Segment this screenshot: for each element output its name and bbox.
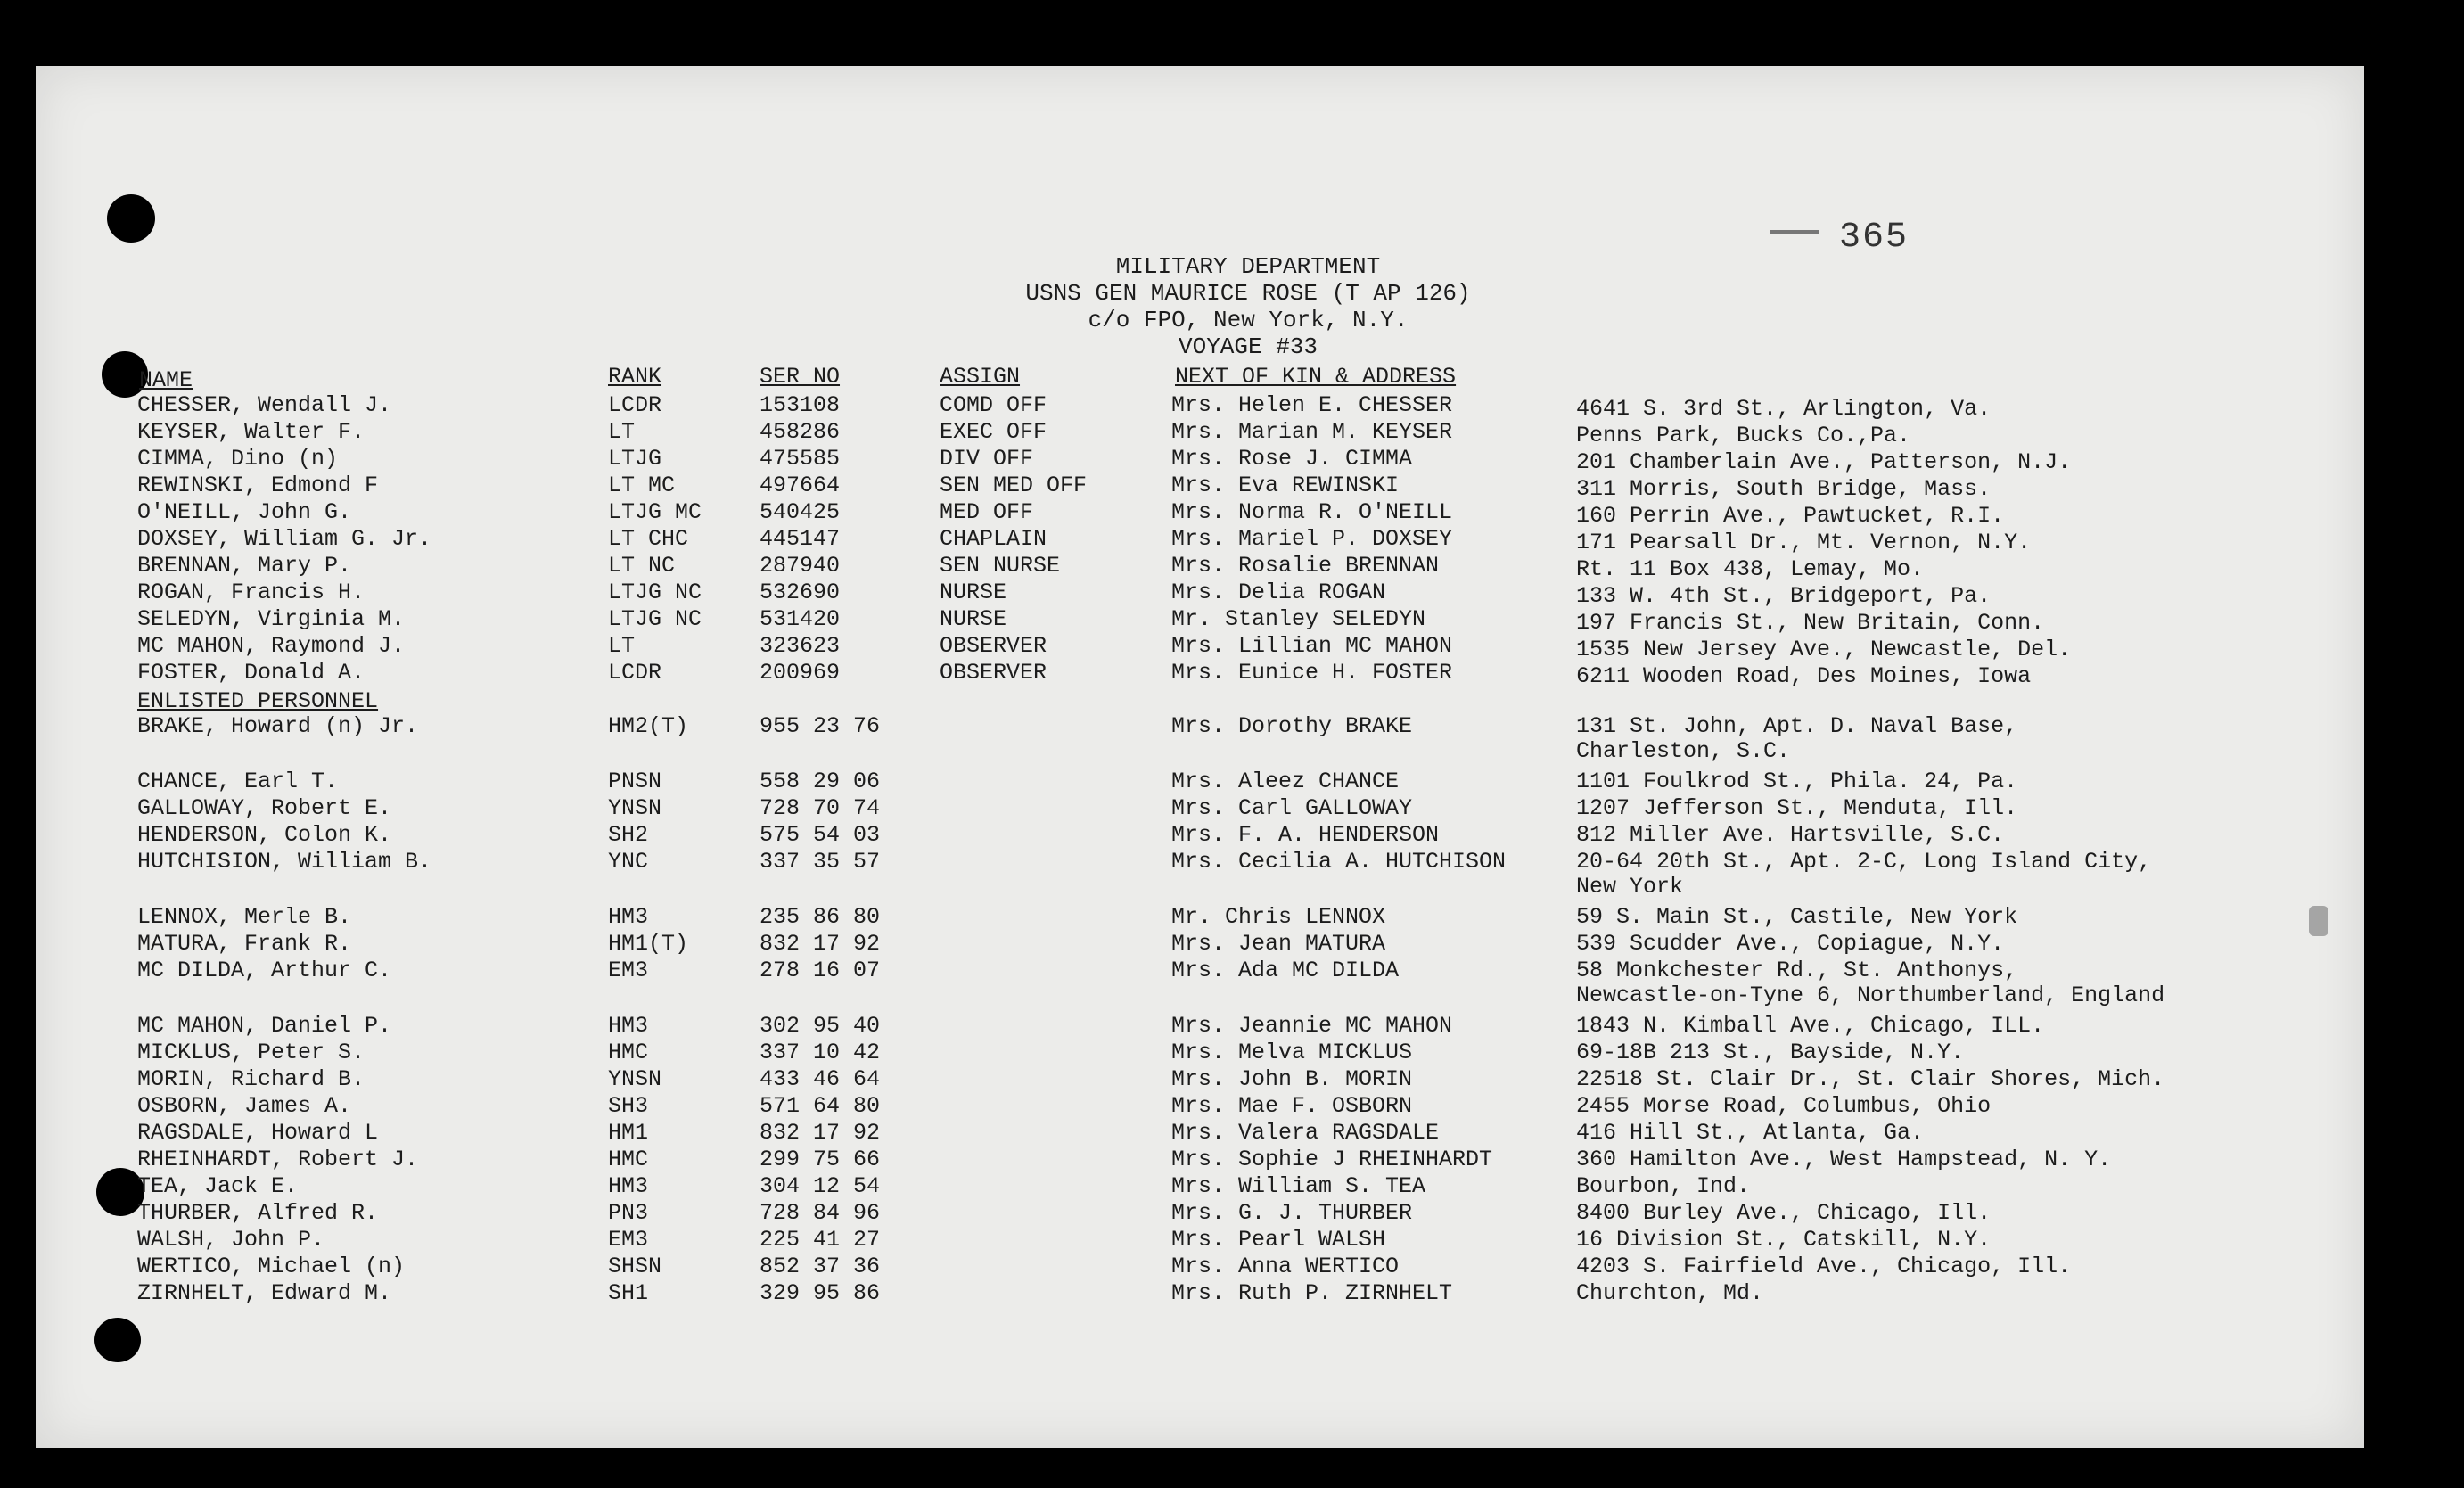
staple-mark bbox=[2309, 906, 2328, 936]
header-line-3: c/o FPO, New York, N.Y. bbox=[1088, 307, 1409, 333]
enlisted-rank: SH2 bbox=[608, 822, 649, 848]
enlisted-address: 58 Monkchester Rd., St. Anthonys, bbox=[1576, 958, 2018, 983]
enlisted-rank: HM1(T) bbox=[608, 931, 689, 957]
enlisted-name: ZIRNHELT, Edward M. bbox=[137, 1280, 392, 1306]
enlisted-rank: EM3 bbox=[608, 958, 649, 983]
enlisted-personnel-heading: ENLISTED PERSONNEL bbox=[137, 688, 379, 714]
page-number: 365 bbox=[1839, 218, 1910, 258]
enlisted-name: LENNOX, Merle B. bbox=[137, 904, 352, 930]
officer-next-of-kin: Mrs. Rosalie BRENNAN bbox=[1171, 553, 1440, 579]
officer-address: 6211 Wooden Road, Des Moines, Iowa bbox=[1576, 663, 2032, 689]
enlisted-ser-no: 852 37 36 bbox=[760, 1254, 881, 1279]
officer-next-of-kin: Mrs. Mariel P. DOXSEY bbox=[1171, 526, 1453, 552]
officer-assign: NURSE bbox=[940, 580, 1007, 605]
enlisted-address: 812 Miller Ave. Hartsville, S.C. bbox=[1576, 822, 2005, 848]
enlisted-name: RAGSDALE, Howard L bbox=[137, 1120, 379, 1146]
officer-assign: OBSERVER bbox=[940, 660, 1047, 686]
officer-next-of-kin: Mrs. Norma R. O'NEILL bbox=[1171, 499, 1453, 525]
officer-ser-no: 497664 bbox=[760, 473, 841, 498]
enlisted-ser-no: 329 95 86 bbox=[760, 1280, 881, 1306]
officer-rank: LTJG NC bbox=[608, 580, 702, 605]
enlisted-rank: EM3 bbox=[608, 1227, 649, 1253]
enlisted-next-of-kin: Mrs. F. A. HENDERSON bbox=[1171, 822, 1440, 848]
enlisted-ser-no: 728 70 74 bbox=[760, 795, 881, 821]
enlisted-name: BRAKE, Howard (n) Jr. bbox=[137, 713, 419, 739]
enlisted-address: Churchton, Md. bbox=[1576, 1280, 1764, 1306]
enlisted-rank: YNSN bbox=[608, 1066, 662, 1092]
punch-hole bbox=[94, 1318, 141, 1362]
officer-ser-no: 153108 bbox=[760, 392, 841, 418]
enlisted-rank: SH1 bbox=[608, 1280, 649, 1306]
enlisted-address-line-2: Newcastle-on-Tyne 6, Northumberland, England bbox=[1576, 982, 2165, 1008]
officer-name: SELEDYN, Virginia M. bbox=[137, 606, 406, 632]
enlisted-ser-no: 225 41 27 bbox=[760, 1227, 881, 1253]
enlisted-ser-no: 337 35 57 bbox=[760, 849, 881, 875]
enlisted-next-of-kin: Mrs. Valera RAGSDALE bbox=[1171, 1120, 1440, 1146]
enlisted-next-of-kin: Mr. Chris LENNOX bbox=[1171, 904, 1386, 930]
officer-assign: DIV OFF bbox=[940, 446, 1034, 472]
enlisted-ser-no: 728 84 96 bbox=[760, 1200, 881, 1226]
enlisted-next-of-kin: Mrs. Pearl WALSH bbox=[1171, 1227, 1386, 1253]
officer-assign: OBSERVER bbox=[940, 633, 1047, 659]
enlisted-rank: PN3 bbox=[608, 1200, 649, 1226]
officer-address: 311 Morris, South Bridge, Mass. bbox=[1576, 476, 1992, 502]
enlisted-ser-no: 955 23 76 bbox=[760, 713, 881, 739]
punch-hole bbox=[107, 194, 155, 243]
officer-next-of-kin: Mrs. Delia ROGAN bbox=[1171, 580, 1386, 605]
enlisted-name: RHEINHARDT, Robert J. bbox=[137, 1147, 419, 1172]
enlisted-name: WERTICO, Michael (n) bbox=[137, 1254, 406, 1279]
officer-assign: EXEC OFF bbox=[940, 419, 1047, 445]
officer-name: O'NEILL, John G. bbox=[137, 499, 352, 525]
officer-next-of-kin: Mr. Stanley SELEDYN bbox=[1171, 606, 1426, 632]
enlisted-rank: HM3 bbox=[608, 1173, 649, 1199]
officer-name: FOSTER, Donald A. bbox=[137, 660, 365, 686]
column-header-next-of-kin: NEXT OF KIN & ADDRESS bbox=[1175, 364, 1457, 390]
enlisted-rank: HMC bbox=[608, 1147, 649, 1172]
officer-address: 171 Pearsall Dr., Mt. Vernon, N.Y. bbox=[1576, 530, 2032, 555]
enlisted-next-of-kin: Mrs. Jeannie MC MAHON bbox=[1171, 1013, 1453, 1039]
officer-assign: COMD OFF bbox=[940, 392, 1047, 418]
officer-ser-no: 475585 bbox=[760, 446, 841, 472]
enlisted-address: 1207 Jefferson St., Menduta, Ill. bbox=[1576, 795, 2018, 821]
officer-rank: LCDR bbox=[608, 660, 662, 686]
officer-ser-no: 458286 bbox=[760, 419, 841, 445]
officer-address: 160 Perrin Ave., Pawtucket, R.I. bbox=[1576, 503, 2005, 529]
enlisted-next-of-kin: Mrs. Cecilia A. HUTCHISON bbox=[1171, 849, 1507, 875]
enlisted-next-of-kin: Mrs. Ruth P. ZIRNHELT bbox=[1171, 1280, 1453, 1306]
enlisted-address: 69-18B 213 St., Bayside, N.Y. bbox=[1576, 1040, 1965, 1065]
enlisted-next-of-kin: Mrs. Melva MICKLUS bbox=[1171, 1040, 1413, 1065]
enlisted-next-of-kin: Mrs. Mae F. OSBORN bbox=[1171, 1093, 1413, 1119]
officer-assign: NURSE bbox=[940, 606, 1007, 632]
officer-name: ROGAN, Francis H. bbox=[137, 580, 365, 605]
column-header-name: NAME bbox=[139, 367, 193, 393]
enlisted-address: 416 Hill St., Atlanta, Ga. bbox=[1576, 1120, 1925, 1146]
enlisted-address: 22518 St. Clair Dr., St. Clair Shores, Mich. bbox=[1576, 1066, 2165, 1092]
enlisted-address: 16 Division St., Catskill, N.Y. bbox=[1576, 1227, 1992, 1253]
enlisted-address-line-2: Charleston, S.C. bbox=[1576, 738, 1791, 764]
officer-rank: LT NC bbox=[608, 553, 676, 579]
officer-name: CHESSER, Wendall J. bbox=[137, 392, 392, 418]
officer-ser-no: 540425 bbox=[760, 499, 841, 525]
enlisted-name: HUTCHISION, William B. bbox=[137, 849, 432, 875]
enlisted-ser-no: 235 86 80 bbox=[760, 904, 881, 930]
enlisted-name: GALLOWAY, Robert E. bbox=[137, 795, 392, 821]
officer-next-of-kin: Mrs. Eva REWINSKI bbox=[1171, 473, 1400, 498]
enlisted-name: WALSH, John P. bbox=[137, 1227, 325, 1253]
enlisted-ser-no: 304 12 54 bbox=[760, 1173, 881, 1199]
enlisted-ser-no: 832 17 92 bbox=[760, 1120, 881, 1146]
officer-address: 201 Chamberlain Ave., Patterson, N.J. bbox=[1576, 449, 2072, 475]
enlisted-ser-no: 575 54 03 bbox=[760, 822, 881, 848]
enlisted-next-of-kin: Mrs. Dorothy BRAKE bbox=[1171, 713, 1413, 739]
enlisted-name: THURBER, Alfred R. bbox=[137, 1200, 379, 1226]
header-line-4: VOYAGE #33 bbox=[1178, 333, 1318, 360]
enlisted-rank: HM3 bbox=[608, 904, 649, 930]
officer-next-of-kin: Mrs. Eunice H. FOSTER bbox=[1171, 660, 1453, 686]
officer-ser-no: 445147 bbox=[760, 526, 841, 552]
officer-name: KEYSER, Walter F. bbox=[137, 419, 365, 445]
officer-ser-no: 200969 bbox=[760, 660, 841, 686]
enlisted-address-line-2: New York bbox=[1576, 874, 1684, 900]
enlisted-rank: YNSN bbox=[608, 795, 662, 821]
enlisted-name: MC DILDA, Arthur C. bbox=[137, 958, 392, 983]
enlisted-name: MC MAHON, Daniel P. bbox=[137, 1013, 392, 1039]
column-header-ser-no: SER NO bbox=[760, 364, 841, 390]
officer-address: 4641 S. 3rd St., Arlington, Va. bbox=[1576, 396, 1992, 422]
officer-rank: LT bbox=[608, 633, 636, 659]
page-number-dash bbox=[1770, 230, 1819, 234]
officer-rank: LT MC bbox=[608, 473, 676, 498]
enlisted-next-of-kin: Mrs. Jean MATURA bbox=[1171, 931, 1386, 957]
enlisted-name: TEA, Jack E. bbox=[137, 1173, 299, 1199]
officer-address: 133 W. 4th St., Bridgeport, Pa. bbox=[1576, 583, 1992, 609]
enlisted-next-of-kin: Mrs. Sophie J RHEINHARDT bbox=[1171, 1147, 1493, 1172]
officer-rank: LTJG MC bbox=[608, 499, 702, 525]
officer-next-of-kin: Mrs. Lillian MC MAHON bbox=[1171, 633, 1453, 659]
enlisted-ser-no: 278 16 07 bbox=[760, 958, 881, 983]
enlisted-name: MORIN, Richard B. bbox=[137, 1066, 365, 1092]
enlisted-ser-no: 337 10 42 bbox=[760, 1040, 881, 1065]
enlisted-name: MICKLUS, Peter S. bbox=[137, 1040, 365, 1065]
enlisted-address: 1843 N. Kimball Ave., Chicago, ILL. bbox=[1576, 1013, 2045, 1039]
officer-assign: SEN NURSE bbox=[940, 553, 1061, 579]
enlisted-address: 131 St. John, Apt. D. Naval Base, bbox=[1576, 713, 2018, 739]
enlisted-ser-no: 832 17 92 bbox=[760, 931, 881, 957]
enlisted-next-of-kin: Mrs. Anna WERTICO bbox=[1171, 1254, 1400, 1279]
officer-rank: LTJG NC bbox=[608, 606, 702, 632]
enlisted-rank: PNSN bbox=[608, 769, 662, 794]
enlisted-address: 20-64 20th St., Apt. 2-C, Long Island City, bbox=[1576, 849, 2152, 875]
enlisted-rank: HM1 bbox=[608, 1120, 649, 1146]
enlisted-next-of-kin: Mrs. G. J. THURBER bbox=[1171, 1200, 1413, 1226]
officer-address: Rt. 11 Box 438, Lemay, Mo. bbox=[1576, 556, 1925, 582]
officer-ser-no: 323623 bbox=[760, 633, 841, 659]
enlisted-name: MATURA, Frank R. bbox=[137, 931, 352, 957]
enlisted-address: 360 Hamilton Ave., West Hampstead, N. Y. bbox=[1576, 1147, 2112, 1172]
enlisted-next-of-kin: Mrs. Carl GALLOWAY bbox=[1171, 795, 1413, 821]
enlisted-name: HENDERSON, Colon K. bbox=[137, 822, 392, 848]
enlisted-address: 539 Scudder Ave., Copiague, N.Y. bbox=[1576, 931, 2005, 957]
enlisted-ser-no: 433 46 64 bbox=[760, 1066, 881, 1092]
enlisted-ser-no: 558 29 06 bbox=[760, 769, 881, 794]
enlisted-ser-no: 302 95 40 bbox=[760, 1013, 881, 1039]
officer-assign: MED OFF bbox=[940, 499, 1034, 525]
officer-address: Penns Park, Bucks Co.,Pa. bbox=[1576, 423, 1911, 448]
enlisted-name: OSBORN, James A. bbox=[137, 1093, 352, 1119]
column-header-rank: RANK bbox=[608, 364, 662, 390]
enlisted-rank: HM3 bbox=[608, 1013, 649, 1039]
enlisted-next-of-kin: Mrs. Ada MC DILDA bbox=[1171, 958, 1400, 983]
officer-name: REWINSKI, Edmond F bbox=[137, 473, 379, 498]
officer-rank: LTJG bbox=[608, 446, 662, 472]
officer-assign: CHAPLAIN bbox=[940, 526, 1047, 552]
officer-address: 197 Francis St., New Britain, Conn. bbox=[1576, 610, 2045, 636]
enlisted-next-of-kin: Mrs. Aleez CHANCE bbox=[1171, 769, 1400, 794]
enlisted-next-of-kin: Mrs. John B. MORIN bbox=[1171, 1066, 1413, 1092]
enlisted-rank: SH3 bbox=[608, 1093, 649, 1119]
officer-next-of-kin: Mrs. Helen E. CHESSER bbox=[1171, 392, 1453, 418]
enlisted-name: CHANCE, Earl T. bbox=[137, 769, 339, 794]
officer-name: MC MAHON, Raymond J. bbox=[137, 633, 406, 659]
officer-next-of-kin: Mrs. Marian M. KEYSER bbox=[1171, 419, 1453, 445]
officer-rank: LCDR bbox=[608, 392, 662, 418]
officer-assign: SEN MED OFF bbox=[940, 473, 1088, 498]
header-line-1: MILITARY DEPARTMENT bbox=[1115, 253, 1381, 280]
enlisted-address: Bourbon, Ind. bbox=[1576, 1173, 1751, 1199]
officer-name: CIMMA, Dino (n) bbox=[137, 446, 339, 472]
enlisted-ser-no: 571 64 80 bbox=[760, 1093, 881, 1119]
enlisted-ser-no: 299 75 66 bbox=[760, 1147, 881, 1172]
officer-name: DOXSEY, William G. Jr. bbox=[137, 526, 432, 552]
enlisted-address: 59 S. Main St., Castile, New York bbox=[1576, 904, 2018, 930]
officer-name: BRENNAN, Mary P. bbox=[137, 553, 352, 579]
officer-address: 1535 New Jersey Ave., Newcastle, Del. bbox=[1576, 637, 2072, 662]
header-line-2: USNS GEN MAURICE ROSE (T AP 126) bbox=[1025, 280, 1471, 307]
officer-rank: LT CHC bbox=[608, 526, 689, 552]
enlisted-rank: HM2(T) bbox=[608, 713, 689, 739]
officer-ser-no: 532690 bbox=[760, 580, 841, 605]
enlisted-address: 1101 Foulkrod St., Phila. 24, Pa. bbox=[1576, 769, 2018, 794]
enlisted-next-of-kin: Mrs. William S. TEA bbox=[1171, 1173, 1426, 1199]
enlisted-rank: HMC bbox=[608, 1040, 649, 1065]
enlisted-address: 2455 Morse Road, Columbus, Ohio bbox=[1576, 1093, 1992, 1119]
officer-rank: LT bbox=[608, 419, 636, 445]
enlisted-rank: SHSN bbox=[608, 1254, 662, 1279]
officer-ser-no: 531420 bbox=[760, 606, 841, 632]
enlisted-rank: YNC bbox=[608, 849, 649, 875]
enlisted-address: 4203 S. Fairfield Ave., Chicago, Ill. bbox=[1576, 1254, 2072, 1279]
officer-ser-no: 287940 bbox=[760, 553, 841, 579]
column-header-assign: ASSIGN bbox=[940, 364, 1021, 390]
enlisted-address: 8400 Burley Ave., Chicago, Ill. bbox=[1576, 1200, 1992, 1226]
officer-next-of-kin: Mrs. Rose J. CIMMA bbox=[1171, 446, 1413, 472]
